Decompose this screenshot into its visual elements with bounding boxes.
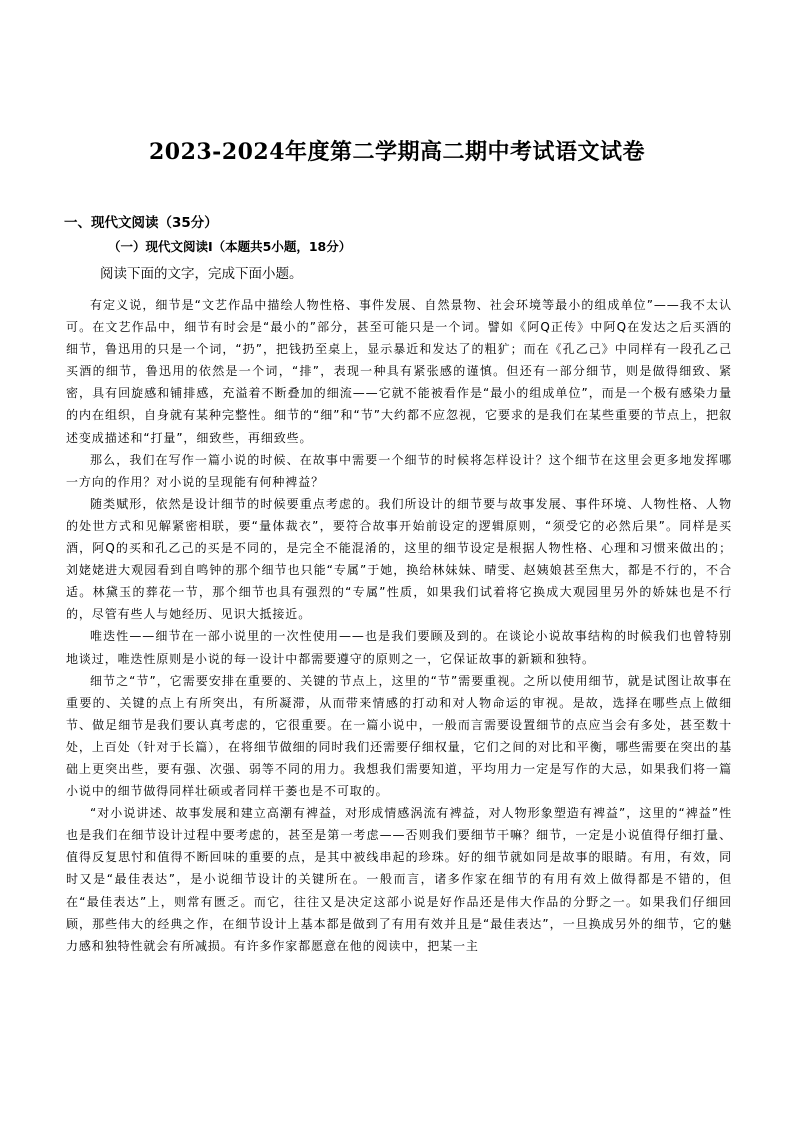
passage-paragraph: 随类赋形，依然是设计细节的时候要重点考虑的。我们所设计的细节要与故事发展、事件环境、人物性格、人物的处世方式和见解紧密相联，要“量体裁衣”，要符合故事开始前设定的逻辑原则，“须受它的必然后果”。同样是买酒，阿Q的买和孔乙己的买是不同的，是完全不能混淆的，这里的细节设定是根据人物性格、心理和习惯来做出的；刘姥姥进大观园看到自鸣钟的那个细节也只能“专属”于她，换给林妹妹、晴雯、赵姨娘甚至焦大，都是不行的，不合适。林黛玉的葬花一节，那个细节也具有强烈的“专属”性质，如果我们试着将它换成大观园里另外的娇妹也是不行的，尽管有些人与她经历、见识大抵接近。 [66,496,732,622]
exam-title: 2023-2024年度第二学期高二期中考试语文试卷 [148,139,646,165]
passage-paragraph: 有定义说，细节是“文艺作品中描绘人物性格、事件发展、自然景物、社会环境等最小的组成单位”——我不太认可。在文艺作品中，细节有时会是“最小的”部分，甚至可能只是一个词。譬如《阿Q正传》中阿Q在发达之后买酒的细节，鲁迅用的只是一个词，“扔”，把钱扔至桌上，显示暴近和发达了的粗犷；而在《孔乙己》中同样有一段孔乙己买酒的细节，鲁迅用的依然是一个词，“排”，表现一种具有紧张感的谨慎。但还有一部分细节，则是做得细致、紧密，具有回旋感和铺排感，充溢着不断叠加的细流——它就不能被看作是“最小的组成单位”，而是一个极有感染力量的内在组织，自身就有某种完整性。细节的“细”和“节”大约都不应忽视，它要求的是我们在某些重要的节点上，把叙述变成描述和“打量”，细致些，再细致些。 [66,298,732,445]
passage-paragraph: 那么，我们在写作一篇小说的时候、在故事中需要一个细节的时候将怎样设计？这个细节在这里会更多地发挥哪一方向的作用？对小说的呈现能有何种裨益？ [66,452,732,489]
reading-instruction: 阅读下面的文字，完成下面小题。 [100,266,303,282]
passage-paragraph: 唯迭性——细节在一部小说里的一次性使用——也是我们要顾及到的。在谈论小说故事结构的时候我们也曾特别地谈过，唯迭性原则是小说的每一设计中都需要遵守的原则之一，它保证故事的新颖和独特。 [66,629,732,666]
sub-heading: （一）现代文阅读Ⅰ（本题共5小题，18分） [108,239,352,254]
passage-paragraph: “对小说讲述、故事发展和建立高潮有裨益，对形成情感涡流有裨益，对人物形象塑造有裨益”，这里的“裨益”性也是我们在细节设计过程中要考虑的，甚至是第一考虑——否则我们要细节干嘛？细节，一定是小说值得仔细打量、值得反复思忖和值得不断回味的重要的点，是其中被线串起的珍珠。好的细节就如同是故事的眼睛。有用，有效，同时又是“最佳表达”，是小说细节设计的关键所在。一般而言，诸多作家在细节的有用有效上做得都是不错的，但在“最佳表达”上，则常有匮乏。而它，往往又是决定这部小说是好作品还是伟大作品的分野之一。如果我们仔细回顾，那些伟大的经典之作，在细节设计上基本都是做到了有用有效并且是“最佳表达”，一旦换成另外的细节，它的魅力感和独特性就会有所减损。有许多作家都愿意在他的阅读中，把某一主 [66,806,732,953]
reading-passage [66,294,732,957]
passage-paragraph: 细节之“节”，它需要安排在重要的、关键的节点上，这里的“节”需要重视。之所以使用细节，就是试图让故事在重要的、关键的点上有所突出，有所凝滞，从而带来情感的打动和对人物命运的审视。是故，选择在哪些点上做细节、做足细节是我们要认真考虑的，它很重要。在一篇小说中，一般而言需要设置细节的点应当会有多处，甚至数十处，上百处（针对于长篇），在将细节做细的同时我们还需要仔细权量，它们之间的对比和平衡，哪些需要在突出的基础上更突出些，要有强、次强、弱等不同的用力。我想我们需要知道，平均用力一定是写作的大忌，如果我们将一篇小说中的细节做得同样壮硕或者同样干萎也是不可取的。 [66,673,732,799]
section-heading: 一、现代文阅读（35分） [64,215,218,231]
